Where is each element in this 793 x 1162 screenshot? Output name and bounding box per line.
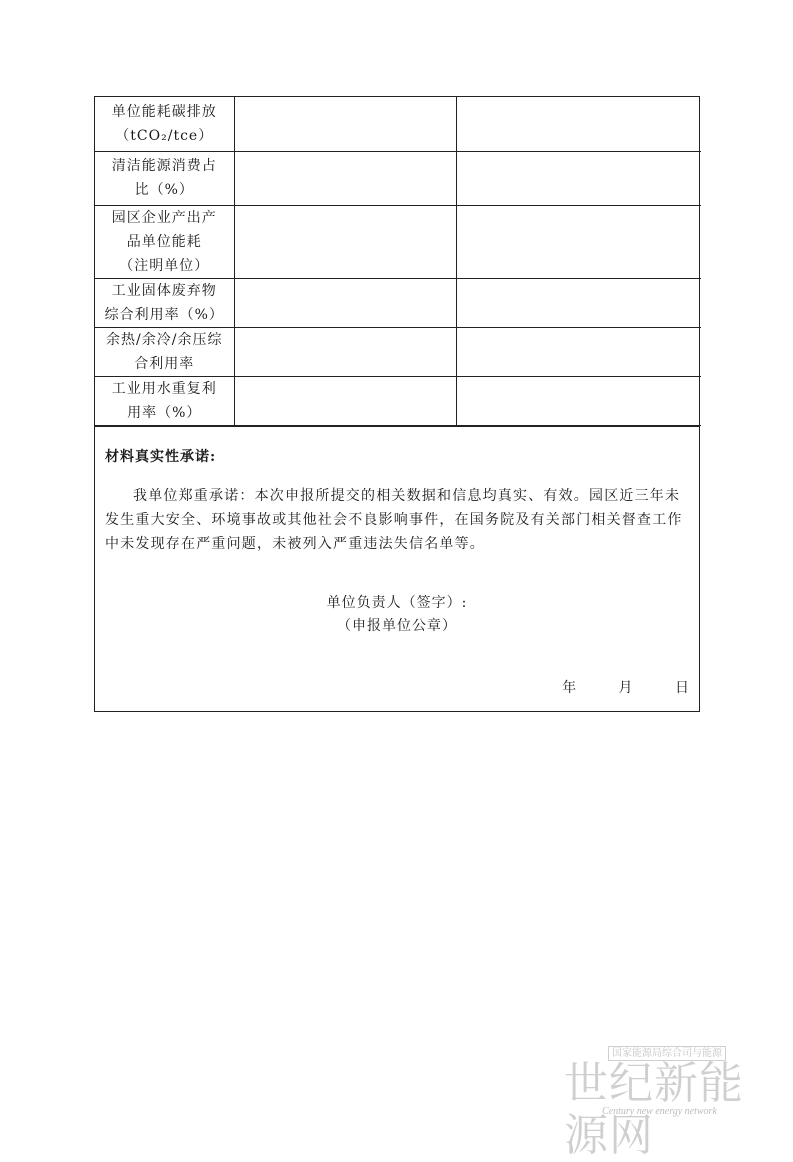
value-cell[interactable] bbox=[456, 327, 701, 376]
date-row bbox=[524, 677, 689, 697]
value-cell[interactable] bbox=[234, 97, 456, 151]
label-line: 工业固体废弃物 bbox=[111, 282, 217, 299]
value-cell[interactable] bbox=[456, 97, 701, 151]
table-row bbox=[95, 97, 701, 151]
watermark-top-text: 国家能源局综合司与能源 bbox=[608, 1046, 726, 1061]
value-cell[interactable] bbox=[456, 151, 701, 205]
label-line: 清洁能源消费占 bbox=[111, 158, 217, 174]
value-cell[interactable] bbox=[456, 205, 701, 278]
row-label-product-energy bbox=[95, 205, 234, 278]
label-line: 综合利用率（%） bbox=[104, 306, 224, 323]
pledge-body: 我单位郑重承诺：本次申报所提交的相关数据和信息均真实、有效。园区近三年未发生重大安全、环境事故或其他社会不良影响事件，在国务院及有关部门相关督查工作中未发现存在严重问题，未被列入严重违法失信名单等。 bbox=[105, 487, 683, 552]
watermark-logo-text: 世纪新能源网 bbox=[564, 1058, 744, 1161]
watermark-subtitle: Century new energy network bbox=[602, 1106, 717, 1117]
label-line: 用率（%） bbox=[127, 404, 202, 421]
label-line: 品单位能耗 bbox=[126, 233, 202, 250]
row-label-carbon-per-energy bbox=[95, 97, 234, 151]
label-line: 园区企业产出产 bbox=[111, 209, 217, 226]
pledge-title: 材料真实性承诺: bbox=[105, 448, 217, 465]
row-label-waste-heat bbox=[95, 327, 234, 376]
label-line: （注明单位） bbox=[119, 257, 210, 274]
value-cell[interactable] bbox=[234, 376, 456, 425]
signer-line: 单位负责人（签字）: bbox=[326, 594, 468, 611]
label-line: （tCO₂/tce） bbox=[115, 127, 214, 144]
table-row bbox=[95, 205, 701, 278]
value-cell[interactable] bbox=[234, 151, 456, 205]
value-cell[interactable] bbox=[456, 278, 701, 327]
row-label-clean-energy-share bbox=[95, 151, 234, 205]
value-cell[interactable] bbox=[234, 278, 456, 327]
application-form bbox=[94, 96, 700, 712]
label-line: 工业用水重复利 bbox=[111, 380, 217, 397]
authenticity-pledge-section bbox=[95, 426, 699, 716]
watermark bbox=[560, 1042, 780, 1161]
row-label-solid-waste bbox=[95, 278, 234, 327]
value-cell[interactable] bbox=[456, 376, 701, 425]
table-row bbox=[95, 151, 701, 205]
table-row bbox=[95, 278, 701, 327]
date-month: 月 bbox=[618, 679, 633, 696]
value-cell[interactable] bbox=[234, 327, 456, 376]
date-year: 年 bbox=[562, 679, 577, 696]
label-line: 余热/余冷/余压综 bbox=[106, 331, 223, 348]
value-cell[interactable] bbox=[234, 205, 456, 278]
row-label-water-reuse bbox=[95, 376, 234, 425]
label-line: 合利用率 bbox=[134, 355, 195, 372]
metrics-table bbox=[95, 97, 701, 426]
label-line: 比（%） bbox=[134, 182, 194, 198]
table-row bbox=[95, 327, 701, 376]
seal-line: （申报单位公章） bbox=[337, 617, 457, 634]
table-row bbox=[95, 376, 701, 425]
label-line: 单位能耗碳排放 bbox=[111, 103, 217, 120]
date-day: 日 bbox=[675, 679, 689, 696]
